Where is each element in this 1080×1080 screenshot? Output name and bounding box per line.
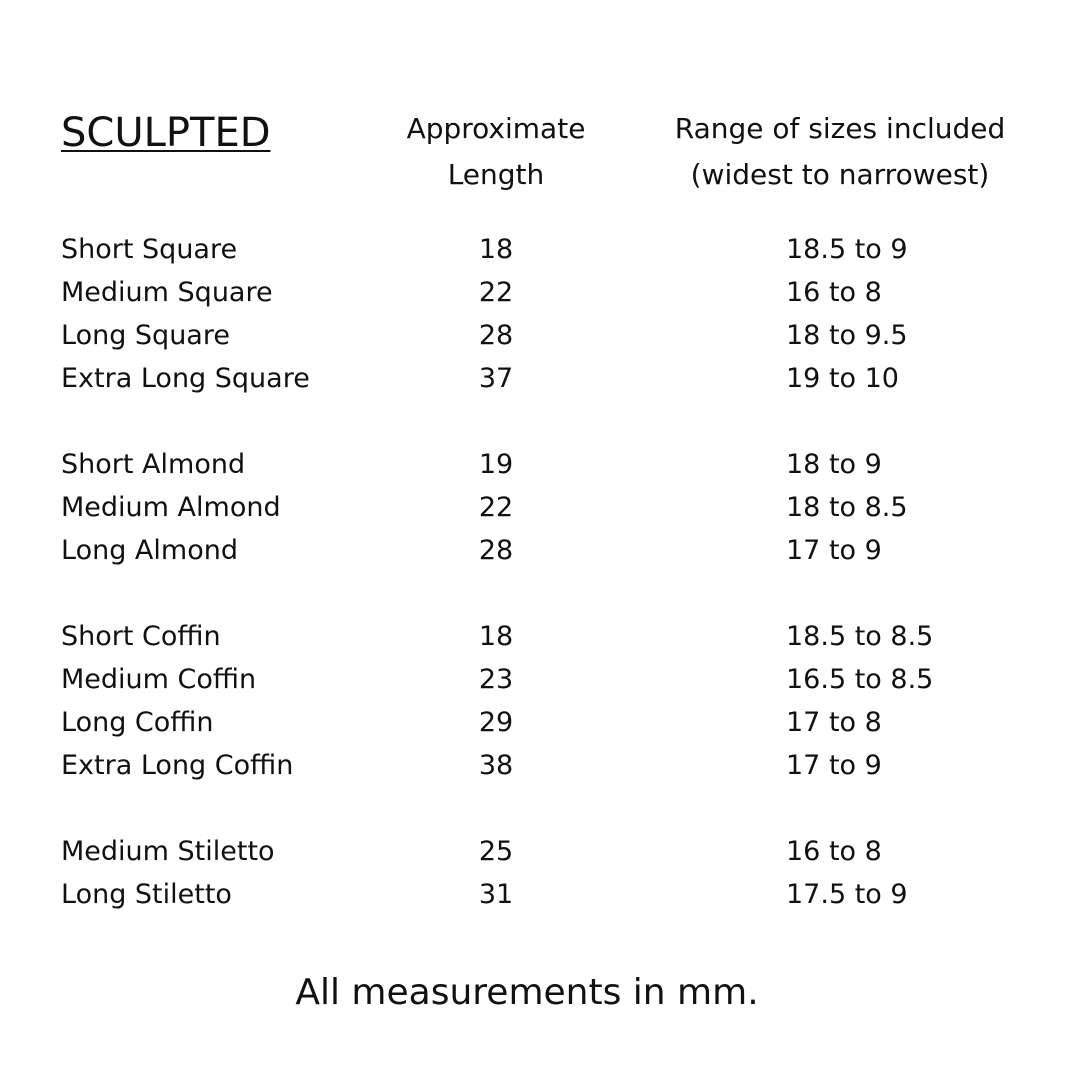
shape-name: Extra Long Square [61,363,310,394]
approximate-length: 28 [478,535,514,566]
table-row [61,314,1041,357]
length-column-header [396,106,596,198]
table-row [61,873,1041,916]
table-row [61,701,1041,744]
table-row [61,615,1041,658]
length-header-line-1: Approximate [406,112,586,145]
shape-name: Medium Coffin [61,664,257,695]
size-range: 19 to 10 [786,363,899,394]
size-range: 16.5 to 8.5 [786,664,934,695]
size-range: 18 to 9.5 [786,320,908,351]
approximate-length: 18 [478,234,514,265]
approximate-length: 25 [478,836,514,867]
approximate-length: 29 [478,707,514,738]
size-range: 18.5 to 9 [786,234,908,265]
range-column-header [650,106,1030,198]
size-table [61,228,1041,916]
size-range: 17 to 8 [786,707,882,738]
shape-name: Short Square [61,234,238,265]
table-row [61,357,1041,400]
shape-name: Short Coffin [61,621,221,652]
table-row [61,228,1041,271]
size-range: 18.5 to 8.5 [786,621,934,652]
table-row [61,271,1041,314]
table-row [61,443,1041,486]
table-row [61,744,1041,787]
approximate-length: 23 [478,664,514,695]
approximate-length: 37 [478,363,514,394]
size-range: 16 to 8 [786,277,882,308]
table-row [61,830,1041,873]
shape-name: Long Almond [61,535,238,566]
range-header-line-1: Range of sizes included [674,112,1006,145]
table-row [61,658,1041,701]
shape-name: Short Almond [61,449,246,480]
table-row [61,529,1041,572]
shape-name: Long Stiletto [61,879,232,910]
shape-name: Long Coffin [61,707,214,738]
length-header-line-2: Length [447,158,545,191]
shape-name: Medium Stiletto [61,836,275,867]
approximate-length: 19 [478,449,514,480]
page-title: SCULPTED [61,110,271,156]
table-row [61,486,1041,529]
shape-name: Extra Long Coffin [61,750,294,781]
size-range: 18 to 8.5 [786,492,908,523]
approximate-length: 28 [478,320,514,351]
approximate-length: 22 [478,277,514,308]
measurement-note: All measurements in mm. [295,972,759,1013]
size-range: 17.5 to 9 [786,879,908,910]
size-range: 18 to 9 [786,449,882,480]
shape-name: Medium Square [61,277,273,308]
approximate-length: 22 [478,492,514,523]
size-range: 17 to 9 [786,750,882,781]
approximate-length: 31 [478,879,514,910]
approximate-length: 38 [478,750,514,781]
size-range: 17 to 9 [786,535,882,566]
size-range: 16 to 8 [786,836,882,867]
shape-name: Medium Almond [61,492,281,523]
approximate-length: 18 [478,621,514,652]
shape-name: Long Square [61,320,230,351]
range-header-line-2: (widest to narrowest) [690,158,990,191]
